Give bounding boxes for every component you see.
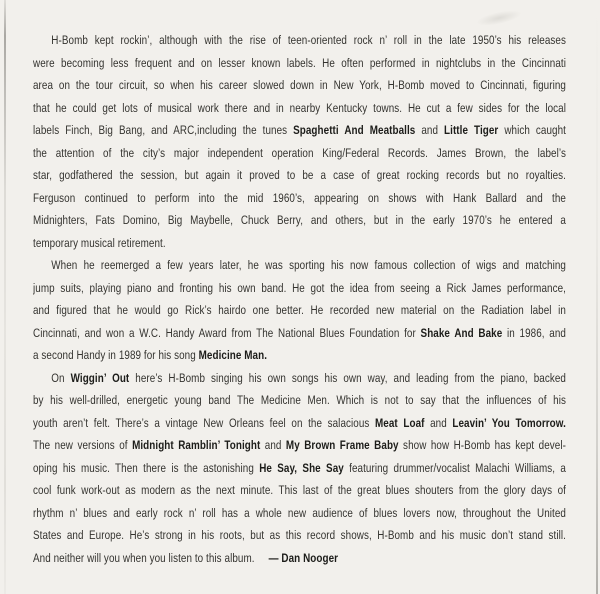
- text-segment: When he reemerged a few years later, he was sporting his now famous collection of wigs and matching: [51, 258, 566, 272]
- text-line: [33, 502, 566, 525]
- text-segment: area on the tour circuit, so when his career slowed down in New York, H-Bomb moved to Cincinnati, figuring: [33, 78, 566, 92]
- text-segment: rhythm n’ blues and early rock n’ roll has a whole new audience of blues lovers now, throughout the United: [33, 505, 566, 520]
- emphasized-title-text: Medicine Man.: [198, 348, 268, 362]
- text-segment: by his well-drilled, energetic young band The Medicine Men. Which is not to say that the influences of his: [33, 393, 566, 407]
- emphasized-title-text: Wiggin’ Out: [70, 370, 130, 385]
- text-line: [33, 479, 566, 502]
- text-segment: and: [415, 123, 445, 137]
- text-segment: that he could get lots of musical work there and in nearby Kentucky towns. He cut a few sides for the local: [33, 100, 566, 115]
- text-line: [33, 299, 566, 322]
- text-line: [33, 164, 566, 187]
- text-segment: jump suits, playing piano and fronting his own band. He got the idea from seeing a Rick James performance,: [33, 280, 566, 295]
- text-segment: labels Finch, Big Bang, and ARC,including the tunes: [33, 123, 294, 137]
- text-line: [33, 142, 566, 165]
- emphasized-title-text: Leavin’ You Tomorrow.: [452, 415, 566, 430]
- text-segment: The new versions of: [33, 438, 133, 452]
- text-segment: featuring drummer/vocalist Malachi Williams, a: [343, 460, 566, 475]
- text-segment: here’s H-Bomb singing his own songs his own way, and leading from the piano, backed: [129, 370, 566, 385]
- text-segment: star, godfathered the session, but again it proved to be a case of great rocking records but no royalties.: [33, 168, 566, 182]
- text-segment: show how H-Bomb has kept devel-: [398, 438, 566, 452]
- text-segment: And neither will you when you listen to this album.: [33, 550, 269, 565]
- text-segment: On: [51, 370, 71, 385]
- left-page-crease: [4, 0, 6, 594]
- text-segment: Ferguson continued to perform into the mid 1960’s, appearing on shows with Hank Ballard and the: [33, 190, 566, 205]
- emphasized-title-text: Little Tiger: [444, 123, 499, 137]
- text-segment: temporary musical retirement.: [33, 235, 166, 250]
- right-page-crease: [596, 0, 598, 594]
- text-line: [33, 412, 566, 435]
- emphasized-title-text: Meat Loaf: [375, 415, 425, 430]
- text-line: [33, 434, 566, 457]
- text-segment: in 1986, and: [502, 325, 566, 340]
- text-segment: which caught: [498, 123, 566, 137]
- text-line: [33, 547, 566, 570]
- text-segment: the attention of the city’s major independent operation King/Federal Records. James Brown, the label’s: [33, 145, 566, 160]
- text-segment: Midnighters, Fats Domino, Big Maybelle, Chuck Berry, and others, but in the early 1970’s he entered a: [33, 213, 566, 227]
- text-segment: and: [424, 415, 453, 430]
- emphasized-title-text: Shake And Bake: [420, 325, 503, 340]
- text-line: [33, 97, 566, 120]
- emphasized-title-text: My Brown Frame Baby: [285, 438, 399, 452]
- text-line: [33, 209, 566, 232]
- text-segment: H-Bomb kept rockin’, although with the rise of teen-oriented rock n’ roll in the late 1950’s his releases: [51, 33, 566, 47]
- text-line: [33, 52, 566, 75]
- text-segment: and figured that he would go Rick’s hairdo one better. He recorded new material on the Radiation label in: [33, 303, 566, 317]
- text-segment: Cincinnati, and won a W.C. Handy Award from The National Blues Foundation for: [33, 325, 421, 340]
- emphasized-title-text: Midnight Ramblin’ Tonight: [132, 438, 261, 452]
- text-segment: oping his music. Then there is the astonishing: [33, 460, 260, 475]
- text-line: [33, 254, 566, 277]
- text-line: [33, 74, 566, 97]
- text-line: [33, 187, 566, 210]
- text-line: [33, 232, 566, 255]
- text-line: [33, 389, 566, 412]
- text-line: [33, 344, 566, 367]
- text-segment: were becoming less frequent and on lesser known labels. He often performed in nightclubs in the Cincinnati: [33, 55, 566, 70]
- text-segment: a second Handy in 1989 for his song: [33, 348, 199, 362]
- text-segment: and: [260, 438, 286, 452]
- text-line: [33, 457, 566, 480]
- text-segment: States and Europe. He’s strong in his roots, but as this record shows, H-Bomb and his music don’t stand still.: [33, 528, 566, 542]
- text-segment: youth aren’t felt. There’s a vintage New Orleans feel on the salacious: [33, 415, 376, 430]
- text-line: [33, 29, 566, 52]
- text-segment: cool funk work-out as modern as the next minute. This last of the great blues shouters from the glory days of: [33, 483, 566, 497]
- liner-notes-text: [33, 29, 566, 569]
- text-line: [33, 524, 566, 547]
- emphasized-title-text: He Say, She Say: [259, 460, 344, 475]
- emphasized-title-text: Spaghetti And Meatballs: [293, 123, 416, 137]
- emphasized-title-text: — Dan Nooger: [268, 550, 339, 565]
- text-line: [33, 367, 566, 390]
- text-line: [33, 322, 566, 345]
- text-line: [33, 119, 566, 142]
- text-line: [33, 277, 566, 300]
- scan-smudge: [475, 7, 522, 28]
